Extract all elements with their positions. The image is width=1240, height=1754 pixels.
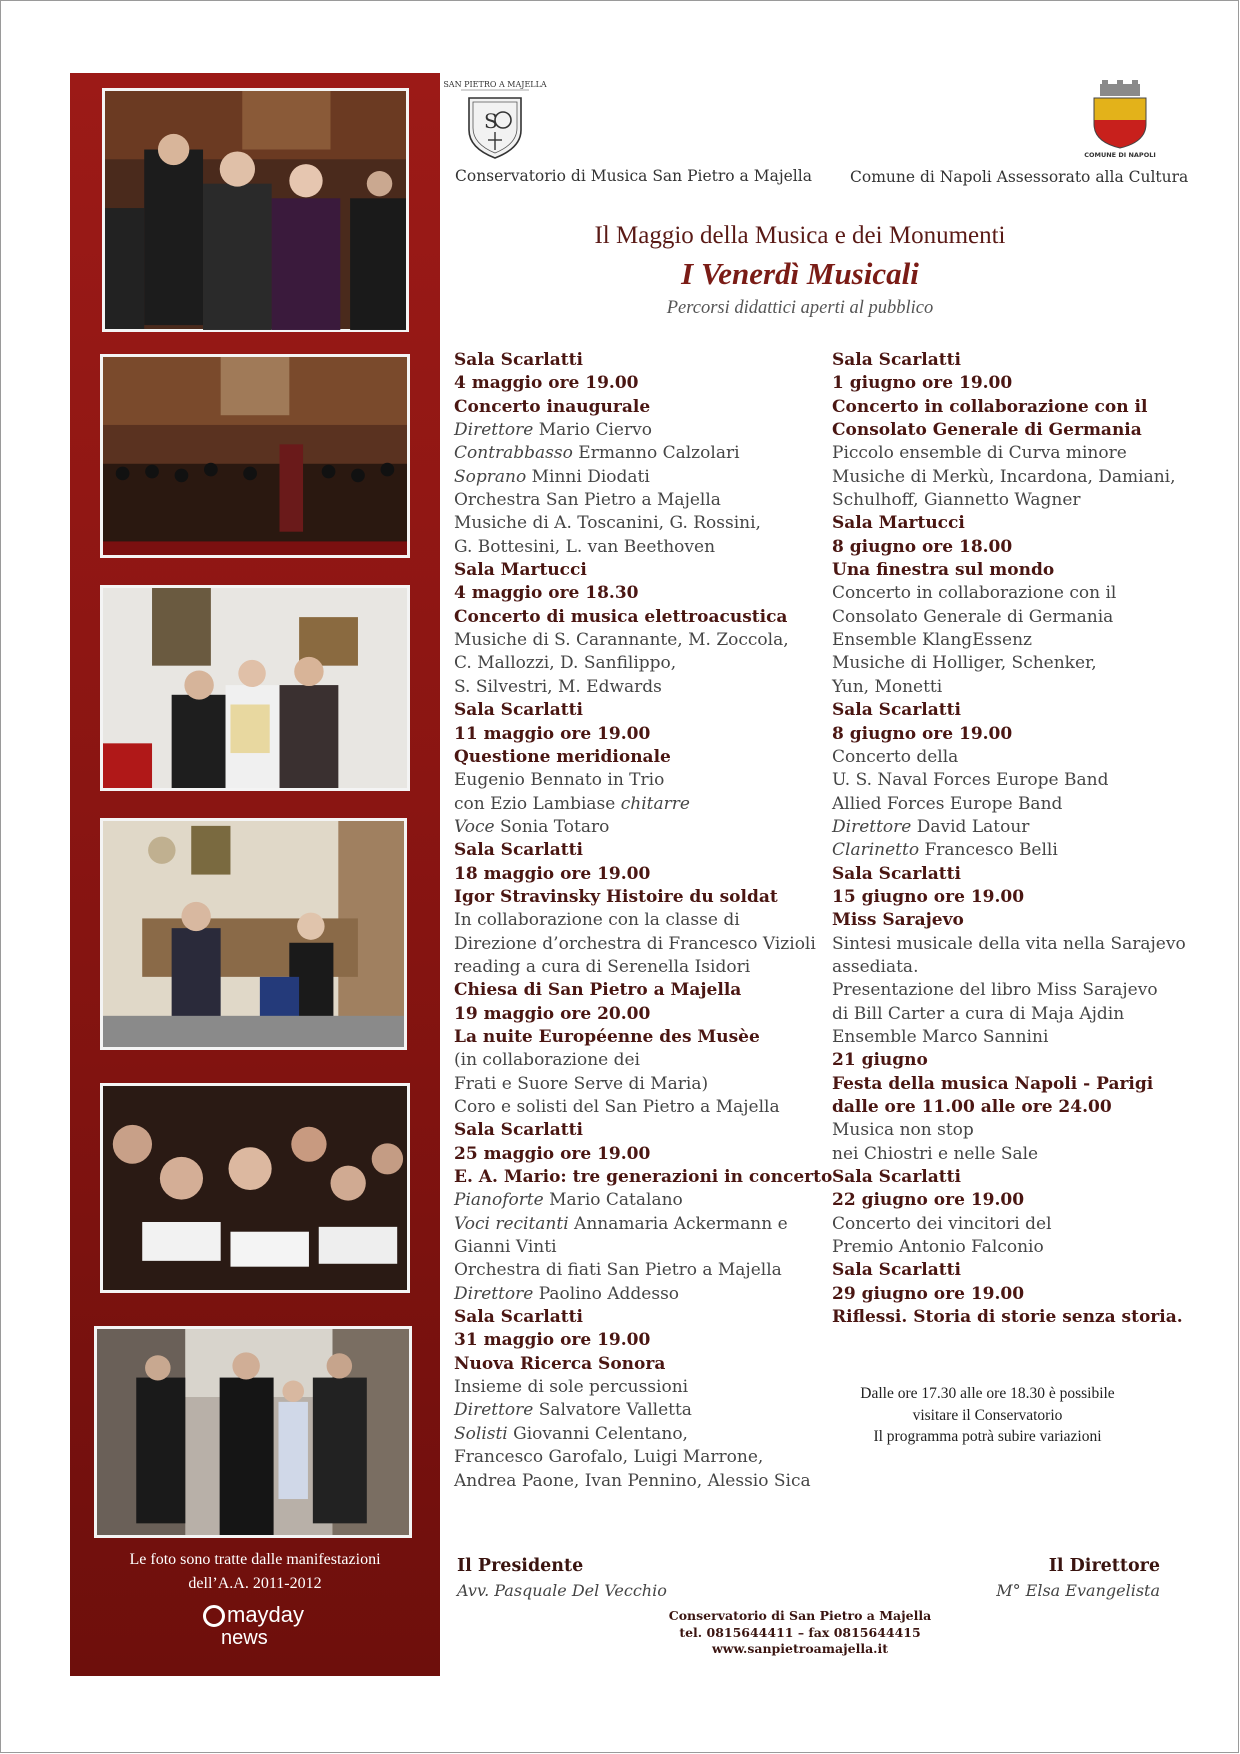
program-line: [454, 839, 832, 862]
program-line: [454, 1399, 832, 1422]
program-line: [832, 956, 1186, 979]
program-heading-text: 22 giugno ore 19.00: [832, 1190, 1025, 1211]
program-text: U. S. Naval Forces Europe Band: [832, 770, 1109, 791]
program-line: [454, 1166, 832, 1189]
program-line: [832, 1003, 1186, 1026]
footer-website: www.sanpietroamajella.it: [711, 1641, 889, 1656]
program-role-text: Direttore: [454, 1283, 534, 1304]
conservatorio-crest: [443, 78, 547, 160]
crest-left-text: SAN PIETRO A MAJELLA: [443, 80, 547, 89]
program-line: [832, 1283, 1186, 1306]
program-column-june: [832, 349, 1186, 1329]
program-heading-text: 4 maggio ore 18.30: [454, 583, 639, 604]
program-line: [454, 746, 832, 769]
program-line: [832, 723, 1186, 746]
program-line: [832, 1166, 1186, 1189]
program-heading-text: Sala Scarlatti: [832, 1260, 961, 1281]
program-text: Sonia Totaro: [494, 816, 610, 837]
program-line: [454, 1073, 832, 1096]
program-line: [832, 1236, 1186, 1259]
program-text: Francesco Belli: [919, 840, 1058, 861]
series-title: I Venerdì Musicali: [681, 256, 919, 291]
program-text: (in collaborazione dei: [454, 1050, 640, 1071]
program-heading-text: Consolato Generale di Germania: [832, 420, 1142, 441]
program-line: [454, 419, 832, 442]
footer-phone: tel. 0815644411 – fax 0815644415: [679, 1624, 921, 1640]
program-line: [832, 372, 1186, 395]
program-line: [832, 536, 1186, 559]
program-text: Yun, Monetti: [832, 676, 943, 697]
program-line: [832, 909, 1186, 932]
program-line: [454, 956, 832, 979]
program-heading-text: Sala Martucci: [454, 560, 587, 581]
program-text: In collaborazione con la classe di: [454, 910, 740, 931]
program-heading-text: 15 giugno ore 19.00: [832, 886, 1025, 907]
program-text: Musica non stop: [832, 1120, 974, 1141]
program-line: [454, 1119, 832, 1142]
program-line: [832, 793, 1186, 816]
program-heading-text: Sala Scarlatti: [832, 700, 961, 721]
program-heading-text: Sala Scarlatti: [832, 863, 961, 884]
program-line: [454, 559, 832, 582]
program-role-text: Direttore: [454, 1400, 534, 1421]
program-text: Salvatore Valletta: [533, 1400, 692, 1421]
program-text: Andrea Paone, Ivan Pennino, Alessio Sica: [454, 1470, 811, 1491]
program-text: Orchestra San Pietro a Majella: [454, 490, 721, 511]
program-text: Ermanno Calzolari: [572, 443, 740, 464]
program-heading-text: Igor Stravinsky Histoire du soldat: [454, 886, 778, 907]
program-text: C. Mallozzi, D. Sanfilippo,: [454, 653, 677, 674]
program-line: [832, 559, 1186, 582]
program-text: reading a cura di Serenella Isidori: [454, 956, 751, 977]
program-heading-text: Sala Scarlatti: [454, 1120, 583, 1141]
program-line: [454, 1423, 832, 1446]
photo-caption-line2: dell’A.A. 2011-2012: [188, 1575, 322, 1592]
program-text: Piccolo ensemble di Curva minore: [832, 443, 1127, 464]
program-line: [832, 933, 1186, 956]
program-text: Allied Forces Europe Band: [832, 793, 1063, 814]
program-line: [832, 1213, 1186, 1236]
program-line: [832, 606, 1186, 629]
program-line: [454, 1306, 832, 1329]
program-role-text: Contrabbasso: [454, 443, 573, 464]
program-line: [454, 1329, 832, 1352]
program-text: Minni Diodati: [526, 466, 650, 487]
program-line: [454, 442, 832, 465]
crest-right-text: COMUNE DI NAPOLI: [1084, 151, 1156, 159]
program-heading-text: Festa della musica Napoli - Parigi: [832, 1073, 1154, 1094]
program-column-may: [454, 349, 832, 1493]
program-line: [832, 746, 1186, 769]
program-text: Musiche di S. Carannante, M. Zoccola,: [454, 630, 789, 651]
program-line: [832, 652, 1186, 675]
program-line: [454, 1376, 832, 1399]
program-line: [832, 1096, 1186, 1119]
program-line: [454, 886, 832, 909]
program-heading-text: 4 maggio ore 19.00: [454, 373, 639, 394]
program-text: Paolino Addesso: [533, 1283, 680, 1304]
program-text: Consolato Generale di Germania: [832, 606, 1114, 627]
program-line: [832, 1189, 1186, 1212]
program-line: [832, 699, 1186, 722]
program-heading-text: 29 giugno ore 19.00: [832, 1283, 1025, 1304]
program-text: G. Bottesini, L. van Beethoven: [454, 536, 716, 557]
program-line: [454, 489, 832, 512]
program-text: Eugenio Bennato in Trio: [454, 770, 665, 791]
program-heading-text: Concerto di musica elettroacustica: [454, 606, 788, 627]
program-line: [454, 582, 832, 605]
program-line: [454, 1096, 832, 1119]
program-text: con Ezio Lambiase: [454, 793, 621, 814]
program-line: [454, 1189, 832, 1212]
program-line: [454, 349, 832, 372]
program-line: [832, 1306, 1186, 1329]
program-text: Musiche di Merkù, Incardona, Damiani,: [832, 466, 1176, 487]
program-line: [832, 1049, 1186, 1072]
program-line: [454, 816, 832, 839]
visit-note-line2: visitare il Conservatorio: [912, 1406, 1063, 1424]
program-role-text: Direttore: [454, 420, 534, 441]
photo-choir: [100, 1083, 410, 1293]
program-line: [454, 396, 832, 419]
program-text: Ensemble Marco Sannini: [832, 1026, 1049, 1047]
comune-napoli-crest: [1080, 80, 1160, 158]
program-line: [832, 1119, 1186, 1142]
program-line: [454, 1049, 832, 1072]
program-text: nei Chiostri e nelle Sale: [832, 1143, 1039, 1164]
program-heading-text: Nuova Ricerca Sonora: [454, 1353, 666, 1374]
program-heading-text: Questione meridionale: [454, 746, 671, 767]
program-role-text: Soprano: [454, 466, 527, 487]
program-line: [832, 349, 1186, 372]
visit-note-line3: Il programma potrà subire variazioni: [873, 1428, 1102, 1445]
program-heading-text: Miss Sarajevo: [832, 910, 964, 931]
visit-note-line1: Dalle ore 17.30 alle ore 18.30 è possibile: [860, 1385, 1115, 1402]
program-heading-text: 18 maggio ore 19.00: [454, 863, 651, 884]
comune-name: Comune di Napoli Assessorato alla Cultura: [850, 168, 1189, 186]
program-text: Francesco Garofalo, Luigi Marrone,: [454, 1447, 764, 1468]
program-role-text: chitarre: [620, 793, 690, 814]
program-heading-text: 21 giugno: [832, 1050, 928, 1071]
program-text: Coro e solisti del San Pietro a Majella: [454, 1097, 780, 1117]
program-line: [454, 676, 832, 699]
program-line: [832, 582, 1186, 605]
director-role: Il Direttore: [1048, 1556, 1160, 1576]
program-line: [832, 1073, 1186, 1096]
program-line: [832, 629, 1186, 652]
program-text: Concerto della: [832, 746, 959, 767]
footer-contacts: [580, 1608, 1020, 1658]
svg-text:S: S: [484, 109, 498, 133]
mayday-logo-icon: [203, 1605, 225, 1627]
program-text: Musiche di A. Toscanini, G. Rossini,: [454, 513, 761, 534]
program-heading-text: 25 maggio ore 19.00: [454, 1143, 651, 1164]
program-text: Concerto dei vincitori del: [832, 1213, 1052, 1234]
program-line: [454, 769, 832, 792]
program-text: Frati e Suore Serve di Maria): [454, 1073, 709, 1094]
program-text: Concerto in collaborazione con il: [832, 583, 1117, 604]
program-text: Schulhoff, Giannetto Wagner: [832, 490, 1081, 511]
program-line: [454, 909, 832, 932]
program-heading-text: Sala Scarlatti: [454, 840, 583, 861]
program-heading-text: 11 maggio ore 19.00: [454, 723, 651, 744]
program-heading-text: Sala Scarlatti: [454, 1307, 583, 1328]
program-line: [832, 886, 1186, 909]
program-heading-text: Sala Scarlatti: [454, 350, 583, 370]
program-line: [832, 676, 1186, 699]
program-text: assediata.: [832, 956, 919, 977]
program-heading-text: Sala Scarlatti: [454, 700, 583, 721]
program-line: [832, 512, 1186, 535]
footer-institution: Conservatorio di San Pietro a Majella: [668, 1608, 932, 1623]
program-text: Mario Catalano: [543, 1190, 683, 1211]
program-line: [832, 1026, 1186, 1049]
program-heading-text: 8 giugno ore 18.00: [832, 536, 1013, 557]
program-line: [832, 769, 1186, 792]
photo-concert-applause: [102, 88, 409, 332]
president-role: Il Presidente: [457, 1556, 584, 1576]
program-line: [454, 1470, 832, 1493]
program-role-text: Solisti: [454, 1423, 508, 1444]
mayday-logo-word: mayday: [227, 1602, 305, 1627]
program-role-text: Voci recitanti: [454, 1213, 569, 1234]
program-text: di Bill Carter a cura di Maja Ajdin: [832, 1003, 1125, 1024]
program-text: Presentazione del libro Miss Sarajevo: [832, 980, 1158, 1001]
program-line: [832, 419, 1186, 442]
program-line: [454, 1283, 832, 1306]
photo-office-meeting: [100, 818, 407, 1050]
program-line: [454, 372, 832, 395]
program-text: Direzione d’orchestra di Francesco Vizioli: [454, 933, 816, 954]
program-line: [454, 1143, 832, 1166]
program-role-text: Clarinetto: [832, 840, 920, 861]
program-line: [454, 1026, 832, 1049]
news-logo-word: news: [221, 1627, 268, 1649]
program-line: [454, 1259, 832, 1282]
program-line: [454, 652, 832, 675]
program-text: Orchestra di fiati San Pietro a Majella: [454, 1260, 782, 1281]
program-line: [832, 863, 1186, 886]
program-line: [454, 466, 832, 489]
program-line: [454, 979, 832, 1002]
program-line: [454, 606, 832, 629]
program-heading-text: 8 giugno ore 19.00: [832, 723, 1013, 744]
program-text: Mario Ciervo: [533, 420, 652, 441]
program-heading-text: Concerto in collaborazione con il: [832, 396, 1148, 417]
photo-award-ceremony: [100, 585, 410, 791]
program-line: [454, 1236, 832, 1259]
program-heading-text: 31 maggio ore 19.00: [454, 1330, 651, 1351]
photo-street-procession: [94, 1326, 412, 1538]
program-line: [454, 863, 832, 886]
director-name: M° Elsa Evangelista: [996, 1581, 1160, 1600]
program-heading-text: E. A. Mario: tre generazioni in concerto: [454, 1167, 833, 1188]
program-heading-text: dalle ore 11.00 alle ore 24.00: [832, 1097, 1112, 1117]
program-text: Annamaria Ackermann e: [568, 1213, 788, 1234]
program-text: Sintesi musicale della vita nella Sarajevo: [832, 933, 1186, 954]
program-text: Musiche di Holliger, Schenker,: [832, 653, 1097, 674]
program-line: [832, 1259, 1186, 1282]
visit-note: [800, 1383, 1175, 1448]
program-line: [832, 1143, 1186, 1166]
program-line: [454, 793, 832, 816]
program-text: Insieme di sole percussioni: [454, 1377, 689, 1398]
program-heading-text: Chiesa di San Pietro a Majella: [454, 980, 742, 1001]
program-line: [832, 442, 1186, 465]
program-line: [454, 1446, 832, 1469]
program-line: [454, 512, 832, 535]
program-line: [832, 466, 1186, 489]
program-heading-text: 19 maggio ore 20.00: [454, 1003, 651, 1024]
main-title: Il Maggio della Musica e dei Monumenti: [594, 222, 1006, 249]
program-line: [454, 1003, 832, 1026]
program-role-text: Voce: [454, 816, 495, 837]
program-line: [832, 839, 1186, 862]
president-name: Avv. Pasquale Del Vecchio: [457, 1581, 667, 1600]
program-role-text: Pianoforte: [454, 1190, 544, 1211]
program-heading-text: Concerto inaugurale: [454, 396, 651, 417]
program-role-text: Direttore: [832, 816, 912, 837]
mayday-news-logo: [203, 1603, 313, 1649]
program-text: David Latour: [911, 816, 1030, 837]
program-text: Ensemble KlangEssenz: [832, 630, 1032, 651]
program-line: [454, 629, 832, 652]
program-heading-text: Sala Scarlatti: [832, 1167, 961, 1188]
program-text: Giovanni Celentano,: [507, 1423, 688, 1444]
program-line: [454, 536, 832, 559]
program-line: [832, 816, 1186, 839]
program-heading-text: Sala Scarlatti: [832, 350, 961, 370]
program-text: Premio Antonio Falconio: [832, 1237, 1044, 1258]
program-line: [832, 979, 1186, 1002]
photo-caption: [70, 1548, 440, 1596]
program-line: [454, 1353, 832, 1376]
program-heading-text: Una finestra sul mondo: [832, 560, 1055, 581]
photo-orchestra-hall: [100, 354, 410, 558]
program-heading-text: Sala Martucci: [832, 513, 965, 534]
program-heading-text: Riflessi. Storia di storie senza storia.: [832, 1307, 1183, 1328]
program-text: Gianni Vinti: [454, 1237, 557, 1258]
conservatorio-name: Conservatorio di Musica San Pietro a Majella: [455, 167, 812, 185]
subtitle: Percorsi didattici aperti al pubblico: [666, 298, 934, 318]
program-line: [832, 396, 1186, 419]
program-line: [832, 489, 1186, 512]
program-line: [454, 933, 832, 956]
program-text: S. Silvestri, M. Edwards: [454, 676, 662, 697]
program-line: [454, 1213, 832, 1236]
program-line: [454, 723, 832, 746]
program-line: [454, 699, 832, 722]
photo-caption-line1: Le foto sono tratte dalle manifestazioni: [129, 1551, 381, 1568]
program-heading-text: 1 giugno ore 19.00: [832, 373, 1013, 394]
program-heading-text: La nuite Européenne des Musèe: [454, 1026, 760, 1047]
